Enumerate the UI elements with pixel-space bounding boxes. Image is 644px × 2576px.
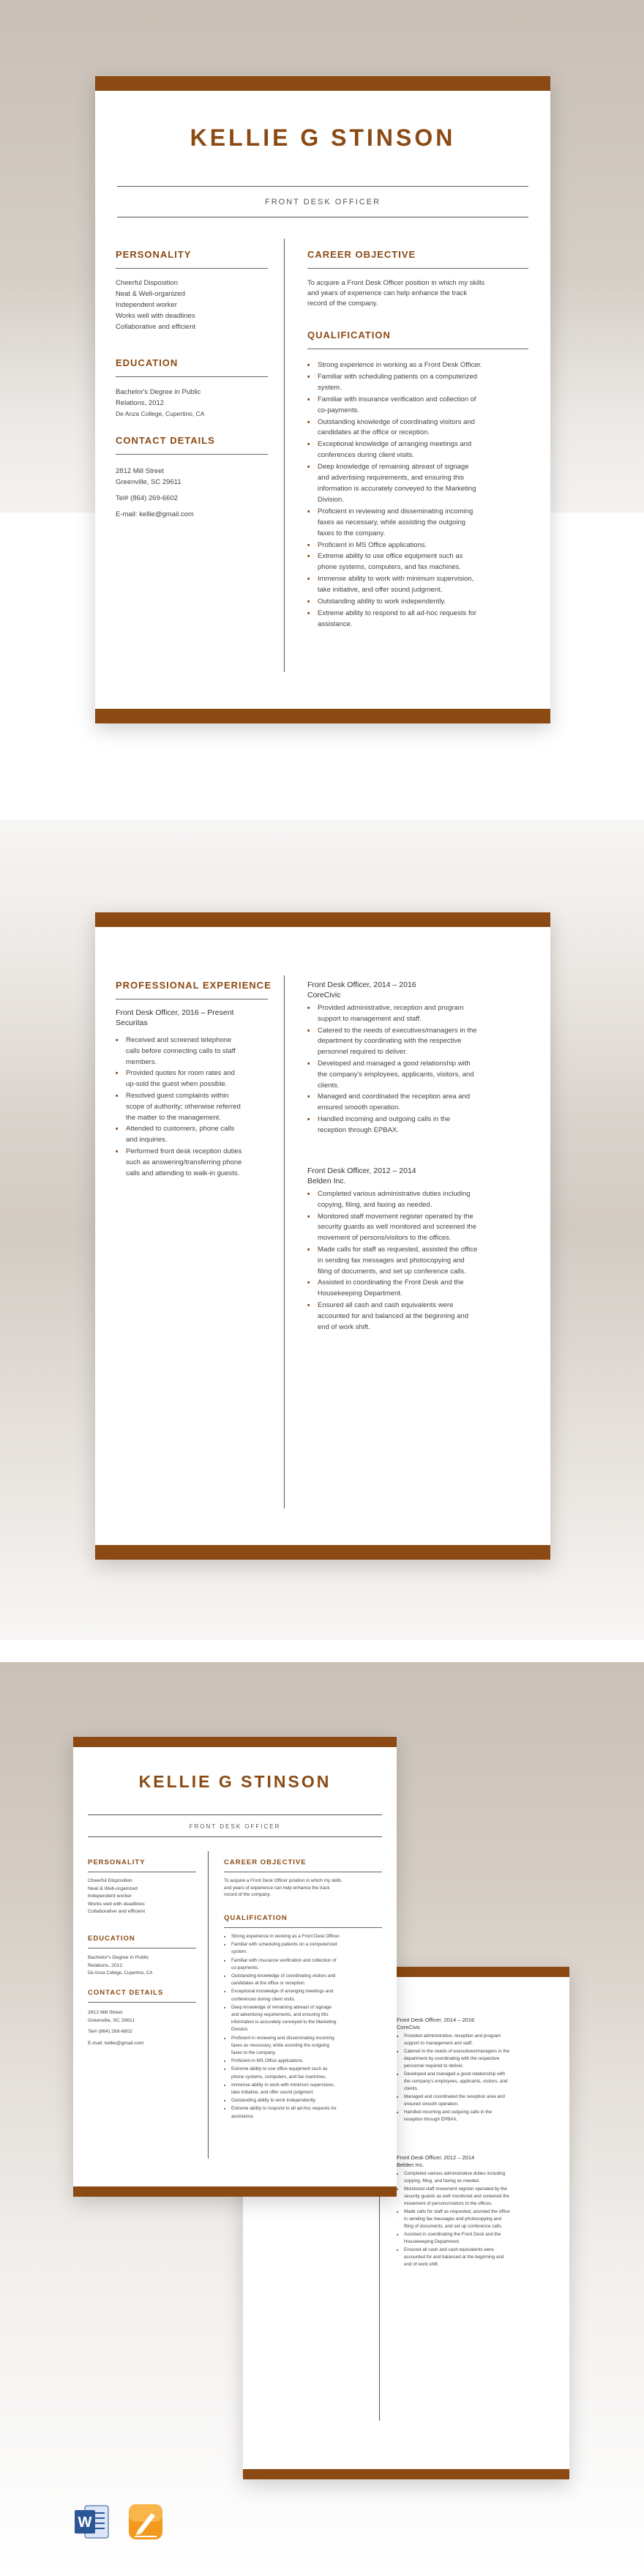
top-band [73, 1737, 397, 1747]
bullet-line: ■ Familiar with scheduling patients on a computerized [318, 372, 478, 381]
bullet-line: candidates at the office or reception. [318, 428, 430, 437]
qualification-list [224, 1933, 382, 2121]
list-item: Independent worker [88, 1894, 132, 1899]
education-heading: EDUCATION [88, 1935, 135, 1943]
job-title-belden [307, 1166, 416, 1186]
text-line: To acquire a Front Desk Officer position in which my skills [224, 1878, 342, 1883]
bullet-item [224, 2035, 382, 2058]
contact-details [116, 466, 194, 520]
bullet-item [307, 1059, 528, 1091]
column-divider [284, 239, 285, 672]
bullet-line: information is accurately conveyed to the Marketing [318, 484, 476, 493]
bullet-line: ■ Made calls for staff as requested, assisted the office [318, 1245, 478, 1254]
bullet-line: system. [231, 1949, 247, 1955]
school-name: De Anza College, Cupertino, CA [88, 1970, 153, 1976]
bullet-line: ■ Extreme ability to respond to all ad-hoc requests for [318, 608, 477, 617]
bullet-item [307, 597, 527, 608]
employer-name: Belden Inc. [397, 2162, 424, 2168]
bullet-line: ■ Immense ability to work with minimum supervision, [318, 575, 474, 584]
bullet-item [307, 1300, 528, 1333]
bullet-line: ■ Assisted in coordinating the Front Desk and the [404, 2232, 501, 2237]
bullet-line: ■ Developed and managed a good relationship with [318, 1059, 471, 1068]
bullet-item [307, 1245, 528, 1277]
bullet-line: copying, filing, and faxing as needed. [404, 2178, 480, 2184]
bullet-line: personnel required to deliver. [404, 2063, 464, 2069]
bullet-item [307, 507, 527, 540]
divider [224, 1927, 382, 1928]
bullet-line: copying, filing, and faxing as needed. [318, 1200, 433, 1209]
personality-heading: PERSONALITY [116, 249, 192, 260]
job-duties-list [397, 2170, 558, 2269]
bullet-line: ■ Immense ability to work with minimum supervision, [231, 2082, 335, 2088]
bullet-line: assistance. [231, 2113, 255, 2119]
bullet-line: faxes to the company. [318, 529, 386, 537]
bullet-line: ■ Deep knowledge of remaining abreast of signage [231, 2004, 332, 2010]
job-duties-list [307, 1189, 528, 1333]
resume-page-one-preview [73, 1737, 397, 2197]
job-duties-list [116, 1035, 268, 1180]
job-duties-list [397, 2033, 558, 2124]
bottom-band [73, 2186, 397, 2197]
bullet-line: phone systems, computers, and fax machines. [318, 563, 461, 572]
bullet-line: ■ Monitored staff movement register operated by the [404, 2186, 507, 2192]
degree-line: Relations, 2012 [116, 399, 165, 407]
bullet-line: ■ Familiar with insurance verification and collection of [231, 1957, 337, 1963]
text-line: To acquire a Front Desk Officer position in which my skills [307, 279, 485, 287]
text-line: record of the company. [224, 1892, 271, 1897]
divider [117, 186, 528, 187]
bullet-line: ■ Extreme ability to use office equipment such as [318, 552, 463, 561]
list-item: Cheerful Disposition [88, 1878, 132, 1883]
bullet-line: take initiative, and offer sound judgment. [231, 2090, 314, 2096]
bullet-line: reception through EPBAX. [404, 2117, 458, 2122]
svg-text:W: W [78, 2514, 92, 2531]
bullet-item [397, 2048, 558, 2070]
bullet-line: clients. [318, 1081, 340, 1090]
bullet-line: personnel required to deliver. [318, 1048, 408, 1057]
bullet-line: ■ Handled incoming and outgoing calls in the [318, 1114, 451, 1123]
bullet-line: ■ Received and screened telephone [126, 1036, 232, 1044]
bullet-line: ■ Extreme ability to use office equipment such as [231, 2066, 328, 2072]
employer-name: CoreCivic [307, 991, 341, 999]
bullet-line: support to management and staff. [318, 1014, 422, 1023]
bullet-line: accounted for and balanced at the beginning and [318, 1311, 468, 1320]
bullet-item [307, 462, 527, 506]
bullet-line: the matter to the management. [126, 1113, 221, 1122]
bullet-item [307, 1212, 528, 1244]
list-item: Collaborative and efficient [116, 323, 196, 331]
bullet-line: ■ Made calls for staff as requested, assisted the office [404, 2209, 510, 2214]
bullet-item [224, 1933, 382, 1940]
bullet-line: ■ Outstanding ability to work independently. [231, 2098, 317, 2104]
bullet-line: assistance. [318, 619, 353, 628]
resume-title: FRONT DESK OFFICER [264, 198, 381, 206]
bullet-item [224, 2105, 382, 2120]
bullet-item [397, 2170, 558, 2185]
bullet-item [224, 1973, 382, 1987]
list-item: Cheerful Disposition [116, 279, 179, 287]
bullet-item [116, 1091, 268, 1123]
contact-heading: CONTACT DETAILS [88, 1989, 164, 1997]
bullet-item [307, 608, 527, 630]
resume-title: FRONT DESK OFFICER [189, 1823, 281, 1830]
bullet-line: security guards as well monitored and screened the [404, 2194, 509, 2199]
divider [88, 1814, 382, 1815]
bullet-line: up-sold the guest when possible. [126, 1080, 228, 1089]
bullet-item [307, 417, 527, 439]
bullet-line: ■ Completed various administrative duties including [318, 1190, 471, 1198]
bullet-line: ■ Exceptional knowledge of arranging meetings and [231, 1989, 334, 1995]
bullet-line: ■ Deep knowledge of remaining abreast of signage [318, 463, 469, 472]
bullet-line: reception through EPBAX. [318, 1125, 399, 1134]
list-item: Works well with deadlines [88, 1901, 145, 1907]
bullet-line: scope of authority; otherwise referred [126, 1102, 241, 1111]
bullet-line: and inquiries. [126, 1136, 168, 1144]
phone-number: Tel# (864) 269-6602 [88, 2029, 132, 2034]
bullet-item [224, 1988, 382, 2003]
bullet-item [116, 1068, 268, 1090]
contact-details [88, 2009, 143, 2047]
job-title: Front Desk Officer, 2012 – 2014 [397, 2154, 475, 2161]
bullet-line: calls and attending to walk-in guests. [126, 1169, 240, 1177]
bullet-item [397, 2231, 558, 2246]
bullet-line: ■ Monitored staff movement register operated by the [318, 1212, 473, 1221]
bullet-item [116, 1124, 268, 1146]
bullet-item [116, 1147, 268, 1179]
bullet-line: ■ Handled incoming and outgoing calls in the [404, 2110, 493, 2115]
bullet-line: faxes to the company. [231, 2050, 277, 2056]
education-heading: EDUCATION [116, 357, 179, 368]
bullet-line: ■ Catered to the needs of executives/managers in the [318, 1026, 477, 1035]
education-details [88, 1954, 152, 1978]
bullet-line: ■ Attended to customers, phone calls [126, 1125, 235, 1133]
job-title: Front Desk Officer, 2012 – 2014 [307, 1166, 416, 1175]
bullet-line: co-payments. [231, 1965, 259, 1970]
experience-heading: PROFESSIONAL EXPERIENCE [116, 980, 272, 991]
bullet-item [307, 1114, 528, 1136]
divider [307, 268, 528, 269]
bullet-line: ■ Performed front desk reception duties [126, 1147, 242, 1155]
bullet-line: information is accurately conveyed to the Marketing [231, 2020, 337, 2025]
bullet-line: ■ Familiar with insurance verification and collection of [318, 395, 476, 403]
career-objective-heading: CAREER OBJECTIVE [307, 249, 416, 260]
bullet-line: ■ Outstanding ability to work independently. [318, 598, 446, 606]
bullet-line: faxes as necessary, while assisting the outgoing [231, 2042, 329, 2048]
text-line: and years of experience can help enhance the track [224, 1885, 330, 1891]
bullet-item [224, 2082, 382, 2096]
bullet-line: faxes as necessary, while assisting the outgoing [318, 518, 466, 526]
bottom-band [243, 2469, 569, 2479]
bullet-line: ensured smooth operation. [404, 2102, 459, 2107]
bullet-item [307, 540, 527, 551]
bottom-band [95, 709, 550, 723]
address-line: 2812 Mill Street [88, 2010, 123, 2015]
list-item: Independent worker [116, 301, 177, 309]
resume-name: KELLIE G STINSON [138, 1772, 332, 1791]
bullet-line: ■ Assisted in coordinating the Front Desk and the [318, 1278, 464, 1287]
degree-line: Bachelor's Degree in Public [116, 388, 201, 396]
bullet-line: in sending fax messages and photocopying and [318, 1256, 465, 1265]
list-item: Collaborative and efficient [88, 1909, 146, 1914]
degree-line: Bachelor's Degree in Public [88, 1955, 149, 1960]
bullet-line: filing of documents, and set up conference calls. [318, 1267, 466, 1276]
bullet-item [307, 1278, 528, 1300]
bullet-item [397, 2246, 558, 2268]
school-name: De Anza College, Cupertino, CA [116, 410, 205, 417]
bullet-line: ■ Provided quotes for room rates and [126, 1069, 235, 1078]
bullet-line: Division. [318, 495, 344, 504]
list-item: Neat & Well-organized [88, 1886, 138, 1891]
resume-page-one [95, 76, 550, 723]
bullet-line: Housekeeping Department. [318, 1289, 402, 1298]
bullet-line: ■ Ensured all cash and cash equivalents were [318, 1300, 454, 1309]
bullet-item [224, 2066, 382, 2080]
bullet-item [307, 1003, 528, 1025]
bullet-line: conferences during client visits. [318, 451, 415, 460]
bullet-line: clients. [404, 2086, 419, 2091]
bullet-line: take initiative, and offer sound judgment. [318, 586, 443, 595]
bullet-item [397, 2033, 558, 2047]
bullet-line: department by coordinating with the respective [318, 1037, 462, 1046]
bullet-item [397, 2071, 558, 2093]
bullet-line: ■ Proficient in MS Office applications. [231, 2058, 304, 2064]
bullet-line: ■ Exceptional knowledge of arranging meetings and [318, 440, 472, 449]
bullet-item [397, 2208, 558, 2230]
bullet-line: ■ Strong experience in working as a Front Desk Officer. [231, 1934, 340, 1939]
bullet-item [307, 1026, 528, 1058]
divider [116, 376, 268, 377]
bullet-line: Division. [231, 2027, 249, 2033]
bullet-item [116, 1035, 268, 1068]
job-duties-list [307, 1003, 528, 1137]
bullet-item [307, 551, 527, 573]
personality-list [116, 278, 195, 332]
bullet-item [397, 2186, 558, 2208]
divider [116, 454, 268, 455]
word-icon[interactable] [75, 2503, 110, 2541]
degree-line: Relations, 2012 [88, 1962, 123, 1968]
bullet-line: phone systems, computers, and fax machines. [231, 2074, 326, 2080]
bullet-item [397, 2109, 558, 2123]
list-item: Neat & Well-organized [116, 290, 185, 298]
personality-list [88, 1877, 145, 1916]
bullet-line: security guards as well monitored and screened the [318, 1223, 477, 1232]
qualification-heading: QUALIFICATION [224, 1914, 288, 1922]
bullet-line: ■ Outstanding knowledge of coordinating visitors and [318, 417, 475, 426]
bullet-line: and advertising requirements, and ensuring this [231, 2012, 329, 2018]
job-title: Front Desk Officer, 2014 – 2016 [397, 2017, 475, 2023]
bullet-line: ■ Proficient in reviewing and disseminating incoming [231, 2035, 334, 2041]
bullet-line: accounted for and balanced at the beginning and [404, 2255, 504, 2260]
bullet-line: ■ Developed and managed a good relationship with [404, 2071, 506, 2077]
job-title-corecivic [307, 980, 416, 1000]
phone-number: Tel# (864) 269-6602 [116, 494, 179, 502]
bullet-line: ■ Managed and coordinated the reception area and [318, 1092, 471, 1101]
bullet-line: ■ Outstanding knowledge of coordinating visitors and [231, 1973, 336, 1979]
bullet-line: department by coordinating with the respective [404, 2056, 500, 2061]
bullet-line: ■ Proficient in reviewing and disseminating incoming [318, 507, 473, 515]
pages-icon[interactable] [127, 2503, 164, 2541]
employer-name: Belden Inc. [307, 1177, 346, 1185]
job-title: Front Desk Officer, 2016 – Present [116, 1008, 234, 1017]
resume-name: KELLIE G STINSON [190, 124, 456, 151]
job-title-securitas [116, 1008, 233, 1028]
job-title-belden [397, 2154, 474, 2169]
bullet-line: ■ Ensured all cash and cash equivalents were [404, 2247, 494, 2252]
bullet-item [307, 574, 527, 596]
qualification-heading: QUALIFICATION [307, 330, 391, 340]
education-details [116, 387, 204, 420]
address-line: Greenville, SC 29611 [116, 478, 181, 486]
divider [116, 268, 268, 269]
bullet-item [224, 2004, 382, 2034]
bullet-line: support to management and staff. [404, 2041, 473, 2046]
job-title-corecivic [397, 2017, 474, 2031]
bullet-line: movement of persons/visitors to the offices. [318, 1234, 452, 1243]
bullet-item [224, 2097, 382, 2104]
career-objective-text [307, 278, 484, 309]
resume-page-two [95, 912, 550, 1560]
bullet-item [224, 1941, 382, 1956]
divider [88, 1836, 382, 1837]
bullet-line: ■ Proficient in MS Office applications. [318, 540, 427, 549]
bottom-band [95, 1545, 550, 1560]
bullet-line: ■ Resolved guest complaints within [126, 1091, 229, 1100]
address-line: 2812 Mill Street [116, 467, 165, 475]
bullet-line: ■ Provided administrative, reception and program [404, 2033, 501, 2039]
column-divider [208, 1851, 209, 2159]
qualification-list [307, 360, 527, 631]
bullet-line: in sending fax messages and photocopying and [404, 2216, 502, 2222]
bullet-line: ■ Familiar with scheduling patients on a computerized [231, 1942, 337, 1948]
contact-heading: CONTACT DETAILS [116, 435, 215, 446]
bullet-item [224, 1957, 382, 1972]
bullet-line: ensured smooth operation. [318, 1103, 401, 1112]
bullet-line: ■ Extreme ability to respond to all ad-hoc requests for [231, 2106, 337, 2112]
bullet-line: the company's employees, applicants, visitors, and [318, 1070, 474, 1079]
bullet-line: calls before connecting calls to staff [126, 1046, 236, 1055]
bullet-line: ■ Managed and coordinated the reception area and [404, 2094, 505, 2099]
list-item: Works well with deadlines [116, 312, 195, 320]
employer-name: Securitas [116, 1019, 148, 1027]
bullet-line: ■ Catered to the needs of executives/managers in the [404, 2049, 510, 2054]
personality-heading: PERSONALITY [88, 1858, 146, 1866]
bullet-line: members. [126, 1057, 157, 1066]
bullet-line: system. [318, 383, 342, 392]
bullet-line: ■ Provided administrative, reception and program [318, 1004, 464, 1012]
text-line: and years of experience can help enhance the track [307, 289, 468, 297]
bullet-line: such as answering/transferring phone [126, 1158, 242, 1166]
bullet-line: co-payments. [318, 406, 360, 414]
bullet-item [307, 1189, 528, 1211]
email-address: E-mail: kellie@gmail.com [116, 510, 194, 518]
top-band [95, 76, 550, 91]
bullet-item [307, 372, 527, 394]
bullet-item [307, 395, 527, 417]
bullet-item [224, 2058, 382, 2065]
top-band [95, 912, 550, 927]
column-divider [284, 975, 285, 1508]
bullet-item [307, 360, 527, 371]
text-line: record of the company. [307, 299, 378, 308]
job-title: Front Desk Officer, 2014 – 2016 [307, 980, 416, 989]
bullet-line: and advertising requirements, and ensuring this [318, 474, 465, 483]
bullet-line: end of work shift. [404, 2262, 439, 2267]
bullet-item [307, 1092, 528, 1114]
bullet-line: end of work shift. [318, 1322, 370, 1331]
bullet-line: filing of documents, and set up conference calls. [404, 2224, 503, 2229]
career-objective-heading: CAREER OBJECTIVE [224, 1858, 307, 1866]
bullet-line: candidates at the office or reception. [231, 1981, 306, 1987]
bullet-line: ■ Strong experience in working as a Front Desk Officer. [318, 361, 482, 369]
email-address: E-mail: kellie@gmail.com [88, 2040, 144, 2046]
bullet-line: the company's employees, applicants, visitors, and [404, 2079, 508, 2084]
career-objective-text [224, 1877, 342, 1899]
bullet-item [397, 2093, 558, 2108]
bullet-line: conferences during client visits. [231, 1996, 296, 2002]
bullet-line: ■ Completed various administrative duties including [404, 2171, 506, 2176]
employer-name: CoreCivic [397, 2024, 421, 2030]
bullet-line: movement of persons/visitors to the offices. [404, 2201, 493, 2206]
bullet-line: Housekeeping Department. [404, 2239, 460, 2244]
bullet-item [307, 439, 527, 461]
address-line: Greenville, SC 29611 [88, 2017, 135, 2023]
divider [88, 2002, 196, 2003]
